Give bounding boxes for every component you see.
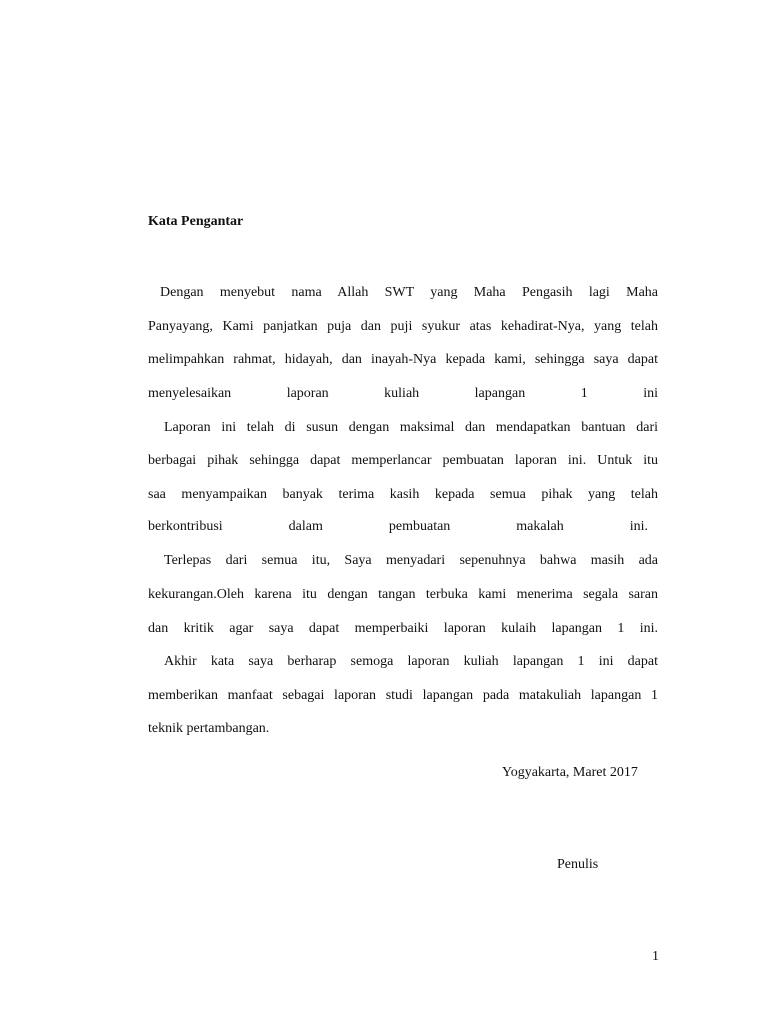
page-title: Kata Pengantar bbox=[148, 214, 244, 229]
place-date: Yogyakarta, Maret 2017 bbox=[502, 765, 638, 780]
text-line: memberikan manfaat sebagai laporan studi lapangan pada matakuliah lapangan 1 bbox=[148, 688, 658, 703]
text-line: melimpahkan rahmat, hidayah, dan inayah-Nya kepada kami, sehingga saya dapat bbox=[148, 352, 658, 367]
text-line: menyelesaikan laporan kuliah lapangan 1 ini bbox=[148, 386, 658, 401]
text-line: dan kritik agar saya dapat memperbaiki laporan kulaih lapangan 1 ini. bbox=[148, 621, 658, 636]
text-line: Akhir kata saya berharap semoga laporan kuliah lapangan 1 ini dapat bbox=[164, 654, 658, 669]
text-line: Dengan menyebut nama Allah SWT yang Maha Pengasih lagi Maha bbox=[160, 285, 658, 300]
text-line: berkontribusi dalam pembuatan makalah ini. bbox=[148, 519, 648, 534]
text-line: Terlepas dari semua itu, Saya menyadari sepenuhnya bahwa masih ada bbox=[164, 553, 658, 568]
page-number: 1 bbox=[652, 949, 659, 964]
text-line: saa menyampaikan banyak terima kasih kepada semua pihak yang telah bbox=[148, 487, 658, 502]
author-label: Penulis bbox=[557, 857, 599, 872]
text-line: kekurangan.Oleh karena itu dengan tangan terbuka kami menerima segala saran bbox=[148, 587, 658, 602]
text-line: Panyayang, Kami panjatkan puja dan puji syukur atas kehadirat-Nya, yang telah bbox=[148, 319, 658, 334]
text-line: berbagai pihak sehingga dapat memperlancar pembuatan laporan ini. Untuk itu bbox=[148, 453, 658, 468]
text-line: Laporan ini telah di susun dengan maksimal dan mendapatkan bantuan dari bbox=[164, 420, 658, 435]
text-line: teknik pertambangan. bbox=[148, 721, 270, 736]
